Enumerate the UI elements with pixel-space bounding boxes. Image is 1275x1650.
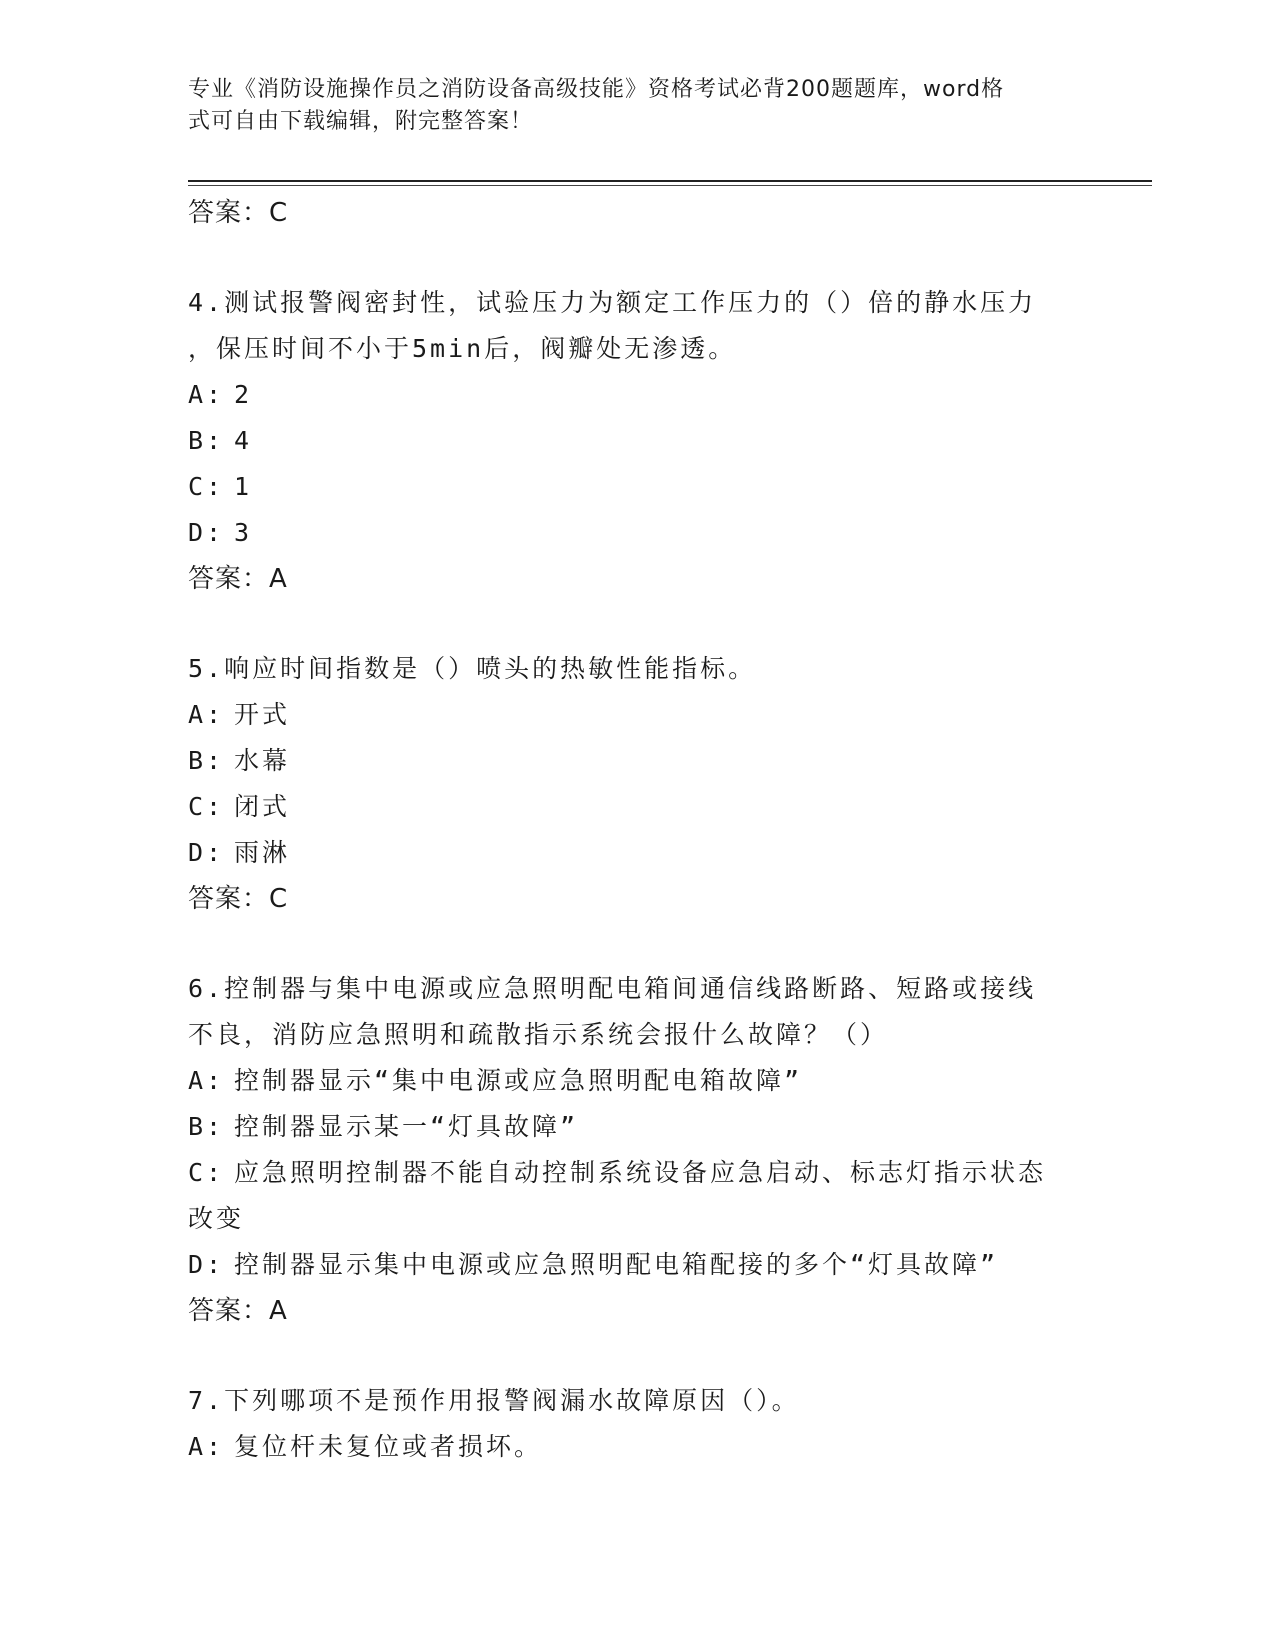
option-a: [188, 692, 1088, 738]
option-text: 1: [234, 472, 253, 501]
option-c-cont: 改变: [188, 1204, 245, 1233]
option-letter: A:: [188, 700, 225, 729]
option-c: [188, 464, 1088, 510]
option-letter: C:: [188, 1158, 225, 1187]
answer-line: 答案：A: [188, 564, 288, 594]
option-letter: A:: [188, 380, 225, 409]
answer-line: 答案：A: [188, 1296, 288, 1326]
header-line-1: 专业《消防设施操作员之消防设备高级技能》资格考试必背200题题库，word格: [188, 77, 1005, 102]
question-4: [188, 280, 1088, 602]
option-text: 水幕: [234, 746, 291, 775]
answer-line: 答案：C: [188, 884, 289, 914]
option-text: 复位杆未复位或者损坏。: [234, 1432, 543, 1461]
option-c: [188, 1150, 1088, 1196]
question-stem-cont: ，保压时间不小于5min后，阀瓣处无渗透。: [188, 334, 737, 363]
question-7: [188, 1378, 1088, 1470]
answer-line: 答案：C: [188, 198, 289, 228]
header-line-2: 式可自由下载编辑，附完整答案！: [188, 109, 534, 134]
option-letter: B:: [188, 1112, 225, 1141]
question-stem: 4.测试报警阀密封性，试验压力为额定工作压力的（）倍的静水压力: [188, 288, 1037, 317]
question-5: [188, 646, 1088, 922]
question-stem: 7.下列哪项不是预作用报警阀漏水故障原因（）。: [188, 1386, 800, 1415]
document-header: [188, 74, 1088, 138]
option-text: 控制器显示集中电源或应急照明配电箱配接的多个“灯具故障”: [234, 1250, 999, 1279]
option-d: [188, 830, 1088, 876]
header-rule-thick: [188, 180, 1152, 182]
option-d: [188, 510, 1088, 556]
option-text: 3: [234, 518, 253, 547]
option-letter: B:: [188, 746, 225, 775]
question-stem-cont: 不良，消防应急照明和疏散指示系统会报什么故障？（）: [188, 1020, 889, 1049]
question-6: [188, 966, 1088, 1334]
option-b: [188, 738, 1088, 784]
option-text: 开式: [234, 700, 291, 729]
option-b: [188, 418, 1088, 464]
option-c: [188, 784, 1088, 830]
option-letter: D:: [188, 518, 225, 547]
option-a: [188, 1058, 1088, 1104]
option-text: 2: [234, 380, 253, 409]
option-letter: A:: [188, 1432, 225, 1461]
header-rule-thin: [188, 185, 1152, 186]
option-text: 4: [234, 426, 253, 455]
option-a: [188, 1424, 1088, 1470]
option-a: [188, 372, 1088, 418]
option-text: 控制器显示某一“灯具故障”: [234, 1112, 579, 1141]
option-d: [188, 1242, 1088, 1288]
question-stem: 6.控制器与集中电源或应急照明配电箱间通信线路断路、短路或接线: [188, 974, 1037, 1003]
question-list: [188, 190, 1088, 1470]
question-stem: 5.响应时间指数是（）喷头的热敏性能指标。: [188, 654, 757, 683]
option-text: 雨淋: [234, 838, 291, 867]
option-letter: D:: [188, 1250, 225, 1279]
option-b: [188, 1104, 1088, 1150]
option-letter: A:: [188, 1066, 225, 1095]
option-letter: C:: [188, 792, 225, 821]
option-text: 应急照明控制器不能自动控制系统设备应急启动、标志灯指示状态: [234, 1158, 1047, 1187]
option-letter: D:: [188, 838, 225, 867]
option-text: 闭式: [234, 792, 291, 821]
option-letter: B:: [188, 426, 225, 455]
option-letter: C:: [188, 472, 225, 501]
option-text: 控制器显示“集中电源或应急照明配电箱故障”: [234, 1066, 803, 1095]
